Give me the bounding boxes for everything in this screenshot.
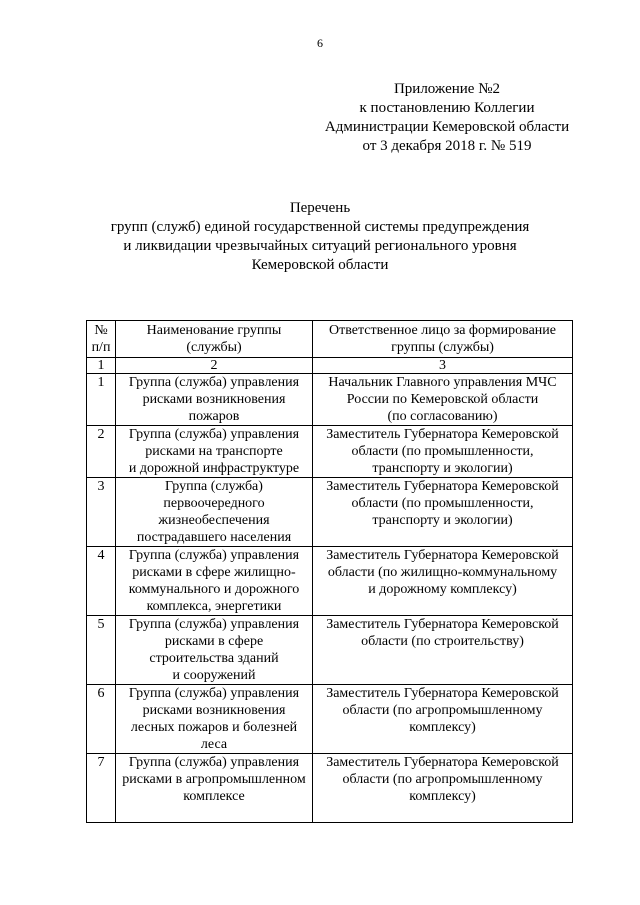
header-row	[87, 321, 573, 358]
table-row	[87, 478, 573, 547]
group-name-cell: Группа (служба) управления рисками в сфере жилищно- коммунального и дорожного комплекса, энергетики	[116, 547, 313, 616]
responsible-cell: Заместитель Губернатора Кемеровской области (по агропромышленному комплексу)	[313, 685, 573, 754]
responsible-cell: Заместитель Губернатора Кемеровской области (по промышленности, транспорту и экологии)	[313, 426, 573, 478]
table-row	[87, 685, 573, 754]
header-group-name: Наименование группы (службы)	[116, 321, 313, 358]
appendix-line: от 3 декабря 2018 г. № 519	[362, 138, 532, 154]
group-name-cell: Группа (служба) управления рисками на транспорте и дорожной инфраструктуре	[116, 426, 313, 478]
title-line: и ликвидации чрезвычайных ситуаций регионального уровня	[123, 238, 517, 254]
appendix-line: Администрации Кемеровской области	[324, 119, 570, 135]
groups-table	[86, 320, 573, 823]
responsible-cell: Заместитель Губернатора Кемеровской области (по агропромышленному комплексу)	[313, 754, 573, 823]
responsible-cell: Заместитель Губернатора Кемеровской области (по жилищно-коммунальному и дорожному комплексу)	[313, 547, 573, 616]
table-row	[87, 754, 573, 823]
table-row	[87, 426, 573, 478]
row-number: 4	[87, 547, 116, 616]
row-number: 5	[87, 616, 116, 685]
table-row	[87, 616, 573, 685]
column-number: 2	[116, 358, 313, 374]
table-row	[87, 374, 573, 426]
group-name-cell: Группа (служба) управления рисками возникновения лесных пожаров и болезней леса	[116, 685, 313, 754]
appendix-block	[316, 80, 578, 156]
header-number: № п/п	[87, 321, 116, 358]
page-number: 6	[317, 36, 323, 50]
group-name-cell: Группа (служба) управления рисками в агропромышленном комплексе	[116, 754, 313, 823]
responsible-cell: Начальник Главного управления МЧС России по Кемеровской области (по согласованию)	[313, 374, 573, 426]
row-number: 1	[87, 374, 116, 426]
table-row	[87, 547, 573, 616]
responsible-cell: Заместитель Губернатора Кемеровской области (по строительству)	[313, 616, 573, 685]
column-number: 3	[313, 358, 573, 374]
title-line: Перечень	[289, 200, 351, 216]
row-number: 7	[87, 754, 116, 823]
column-number-row	[87, 358, 573, 374]
row-number: 3	[87, 478, 116, 547]
document-title	[80, 199, 560, 275]
row-number: 6	[87, 685, 116, 754]
appendix-line: к постановлению Коллегии	[359, 100, 535, 116]
appendix-line: Приложение №2	[393, 81, 501, 97]
row-number: 2	[87, 426, 116, 478]
title-line: Кемеровской области	[251, 257, 389, 273]
title-line: групп (служб) единой государственной системы предупреждения	[110, 219, 530, 235]
group-name-cell: Группа (служба) управления рисками в сфере строительства зданий и сооружений	[116, 616, 313, 685]
group-name-cell: Группа (служба) управления рисками возникновения пожаров	[116, 374, 313, 426]
header-responsible: Ответственное лицо за формирование группы (службы)	[313, 321, 573, 358]
column-number: 1	[87, 358, 116, 374]
responsible-cell: Заместитель Губернатора Кемеровской области (по промышленности, транспорту и экологии)	[313, 478, 573, 547]
group-name-cell: Группа (служба) первоочередного жизнеобеспечения пострадавшего населения	[116, 478, 313, 547]
